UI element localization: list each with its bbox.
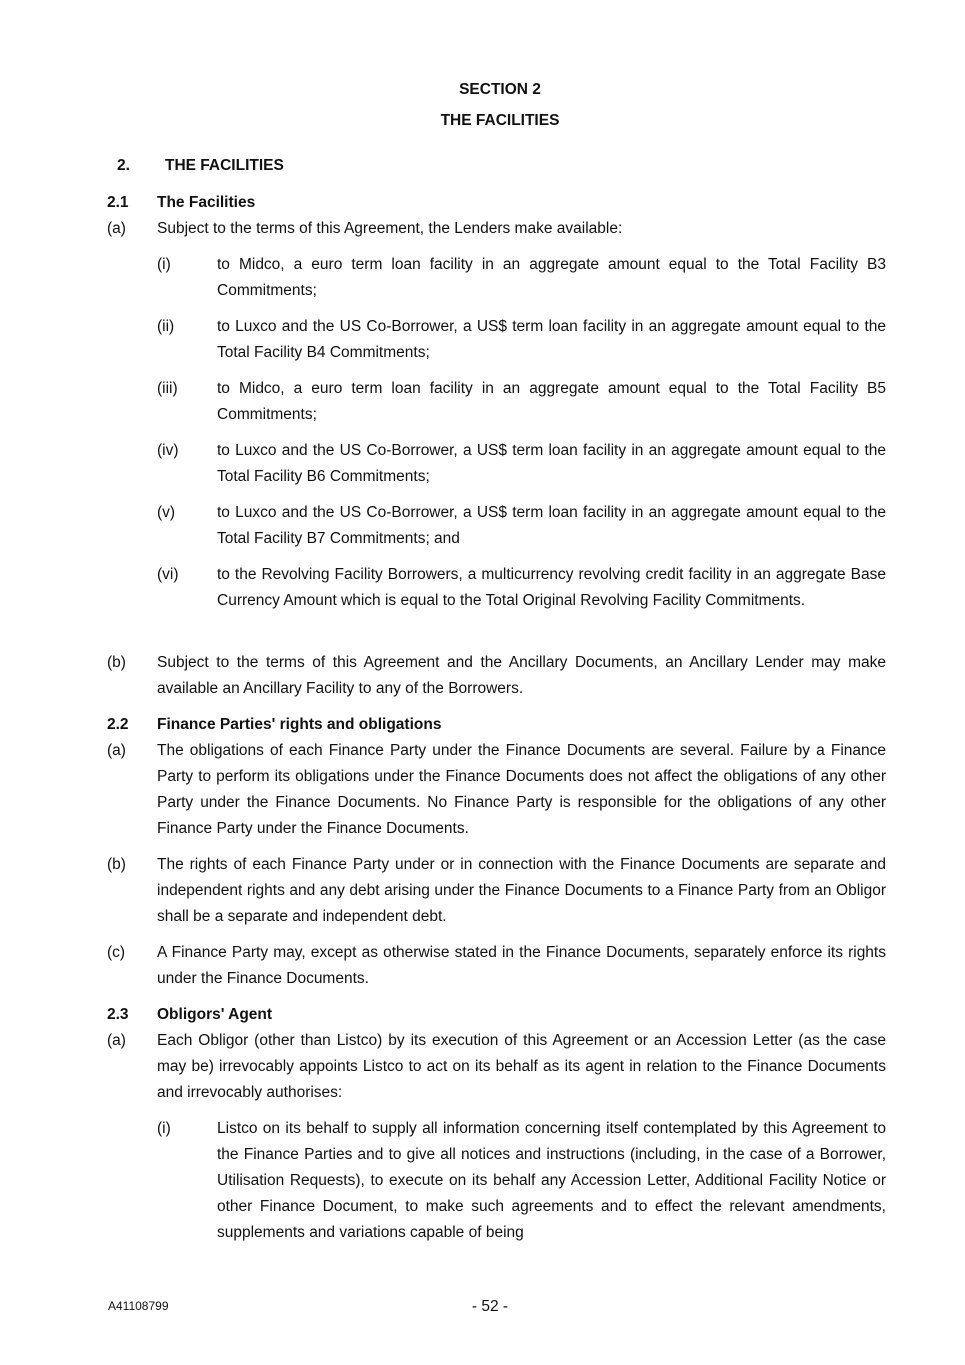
para-text: Subject to the terms of this Agreement, the Lenders make available: xyxy=(157,220,623,237)
para-label: (a) xyxy=(107,742,126,759)
item-text: to the Revolving Facility Borrowers, a multicurrency revolving credit facility in an aggregate Base Currency Amount which is equal to the Total Original Revolving Facility Commitments. xyxy=(217,566,886,609)
item-text: to Midco, a euro term loan facility in an aggregate amount equal to the Total Facility B5 Commitments; xyxy=(217,380,886,423)
clause-number: 2. xyxy=(117,157,130,174)
item-text: to Luxco and the US Co-Borrower, a US$ term loan facility in an aggregate amount equal to the Total Facility B7 Commitments; and xyxy=(217,504,886,547)
item-label: (iii) xyxy=(157,380,178,397)
item-label: (iv) xyxy=(157,442,179,459)
section-number: SECTION 2 xyxy=(459,81,541,98)
item-label: (vi) xyxy=(157,566,179,583)
item-text: Listco on its behalf to supply all information concerning itself contemplated by this Agreement to the Finance Parties and to give all notices and instructions (including, in the case of a Borrower, Utilisation Requests), to execute on its behalf any Accession Letter, Additional Facility Notice or other Finance Document, to make such agreements and to effect the relevant amendments, supplements and variations capable of being xyxy=(217,1120,886,1241)
item-label: (v) xyxy=(157,504,176,521)
para-label: (b) xyxy=(107,856,126,873)
subclause-number: 2.3 xyxy=(107,1006,129,1023)
subclause-number: 2.1 xyxy=(107,194,129,211)
subclause-title: Finance Parties' rights and obligations xyxy=(157,716,442,733)
subclause-number: 2.2 xyxy=(107,716,129,733)
para-label: (a) xyxy=(107,1032,126,1049)
para-text: Each Obligor (other than Listco) by its execution of this Agreement or an Accession Letter (as the case may be) irrevocably appoints Listco to act on its behalf as its agent in relation to the Finance Documents and irrevocably authorises: xyxy=(157,1032,886,1101)
section-title: THE FACILITIES xyxy=(440,112,560,129)
item-text: to Luxco and the US Co-Borrower, a US$ term loan facility in an aggregate amount equal to the Total Facility B4 Commitments; xyxy=(217,318,886,361)
para-text: The obligations of each Finance Party under the Finance Documents are several. Failure by a Finance Party to perform its obligations under the Finance Documents does not affect the obligations of any other Party under the Finance Documents. No Finance Party is responsible for the obligations of any other Finance Party under the Finance Documents. xyxy=(157,742,886,837)
subclause-title: The Facilities xyxy=(157,194,256,211)
para-label: (c) xyxy=(107,944,126,961)
para-text: Subject to the terms of this Agreement and the Ancillary Documents, an Ancillary Lender may make available an Ancillary Facility to any of the Borrowers. xyxy=(157,654,886,697)
para-label: (b) xyxy=(107,654,126,671)
item-label: (i) xyxy=(157,256,171,273)
item-text: to Midco, a euro term loan facility in an aggregate amount equal to the Total Facility B3 Commitments; xyxy=(217,256,886,299)
item-label: (ii) xyxy=(157,318,175,335)
subclause-title: Obligors' Agent xyxy=(157,1006,273,1023)
page-number: - 52 - xyxy=(471,1298,509,1315)
para-text: A Finance Party may, except as otherwise stated in the Finance Documents, separately enforce its rights under the Finance Documents. xyxy=(157,944,886,987)
para-text: The rights of each Finance Party under or in connection with the Finance Documents are separate and independent rights and any debt arising under the Finance Documents to a Finance Party from an Obligor shall be a separate and independent debt. xyxy=(157,856,886,925)
item-label: (i) xyxy=(157,1120,171,1137)
document-reference: A41108799 xyxy=(108,1299,169,1313)
clause-title: THE FACILITIES xyxy=(165,157,284,174)
para-label: (a) xyxy=(107,220,126,237)
item-text: to Luxco and the US Co-Borrower, a US$ term loan facility in an aggregate amount equal to the Total Facility B6 Commitments; xyxy=(217,442,886,485)
